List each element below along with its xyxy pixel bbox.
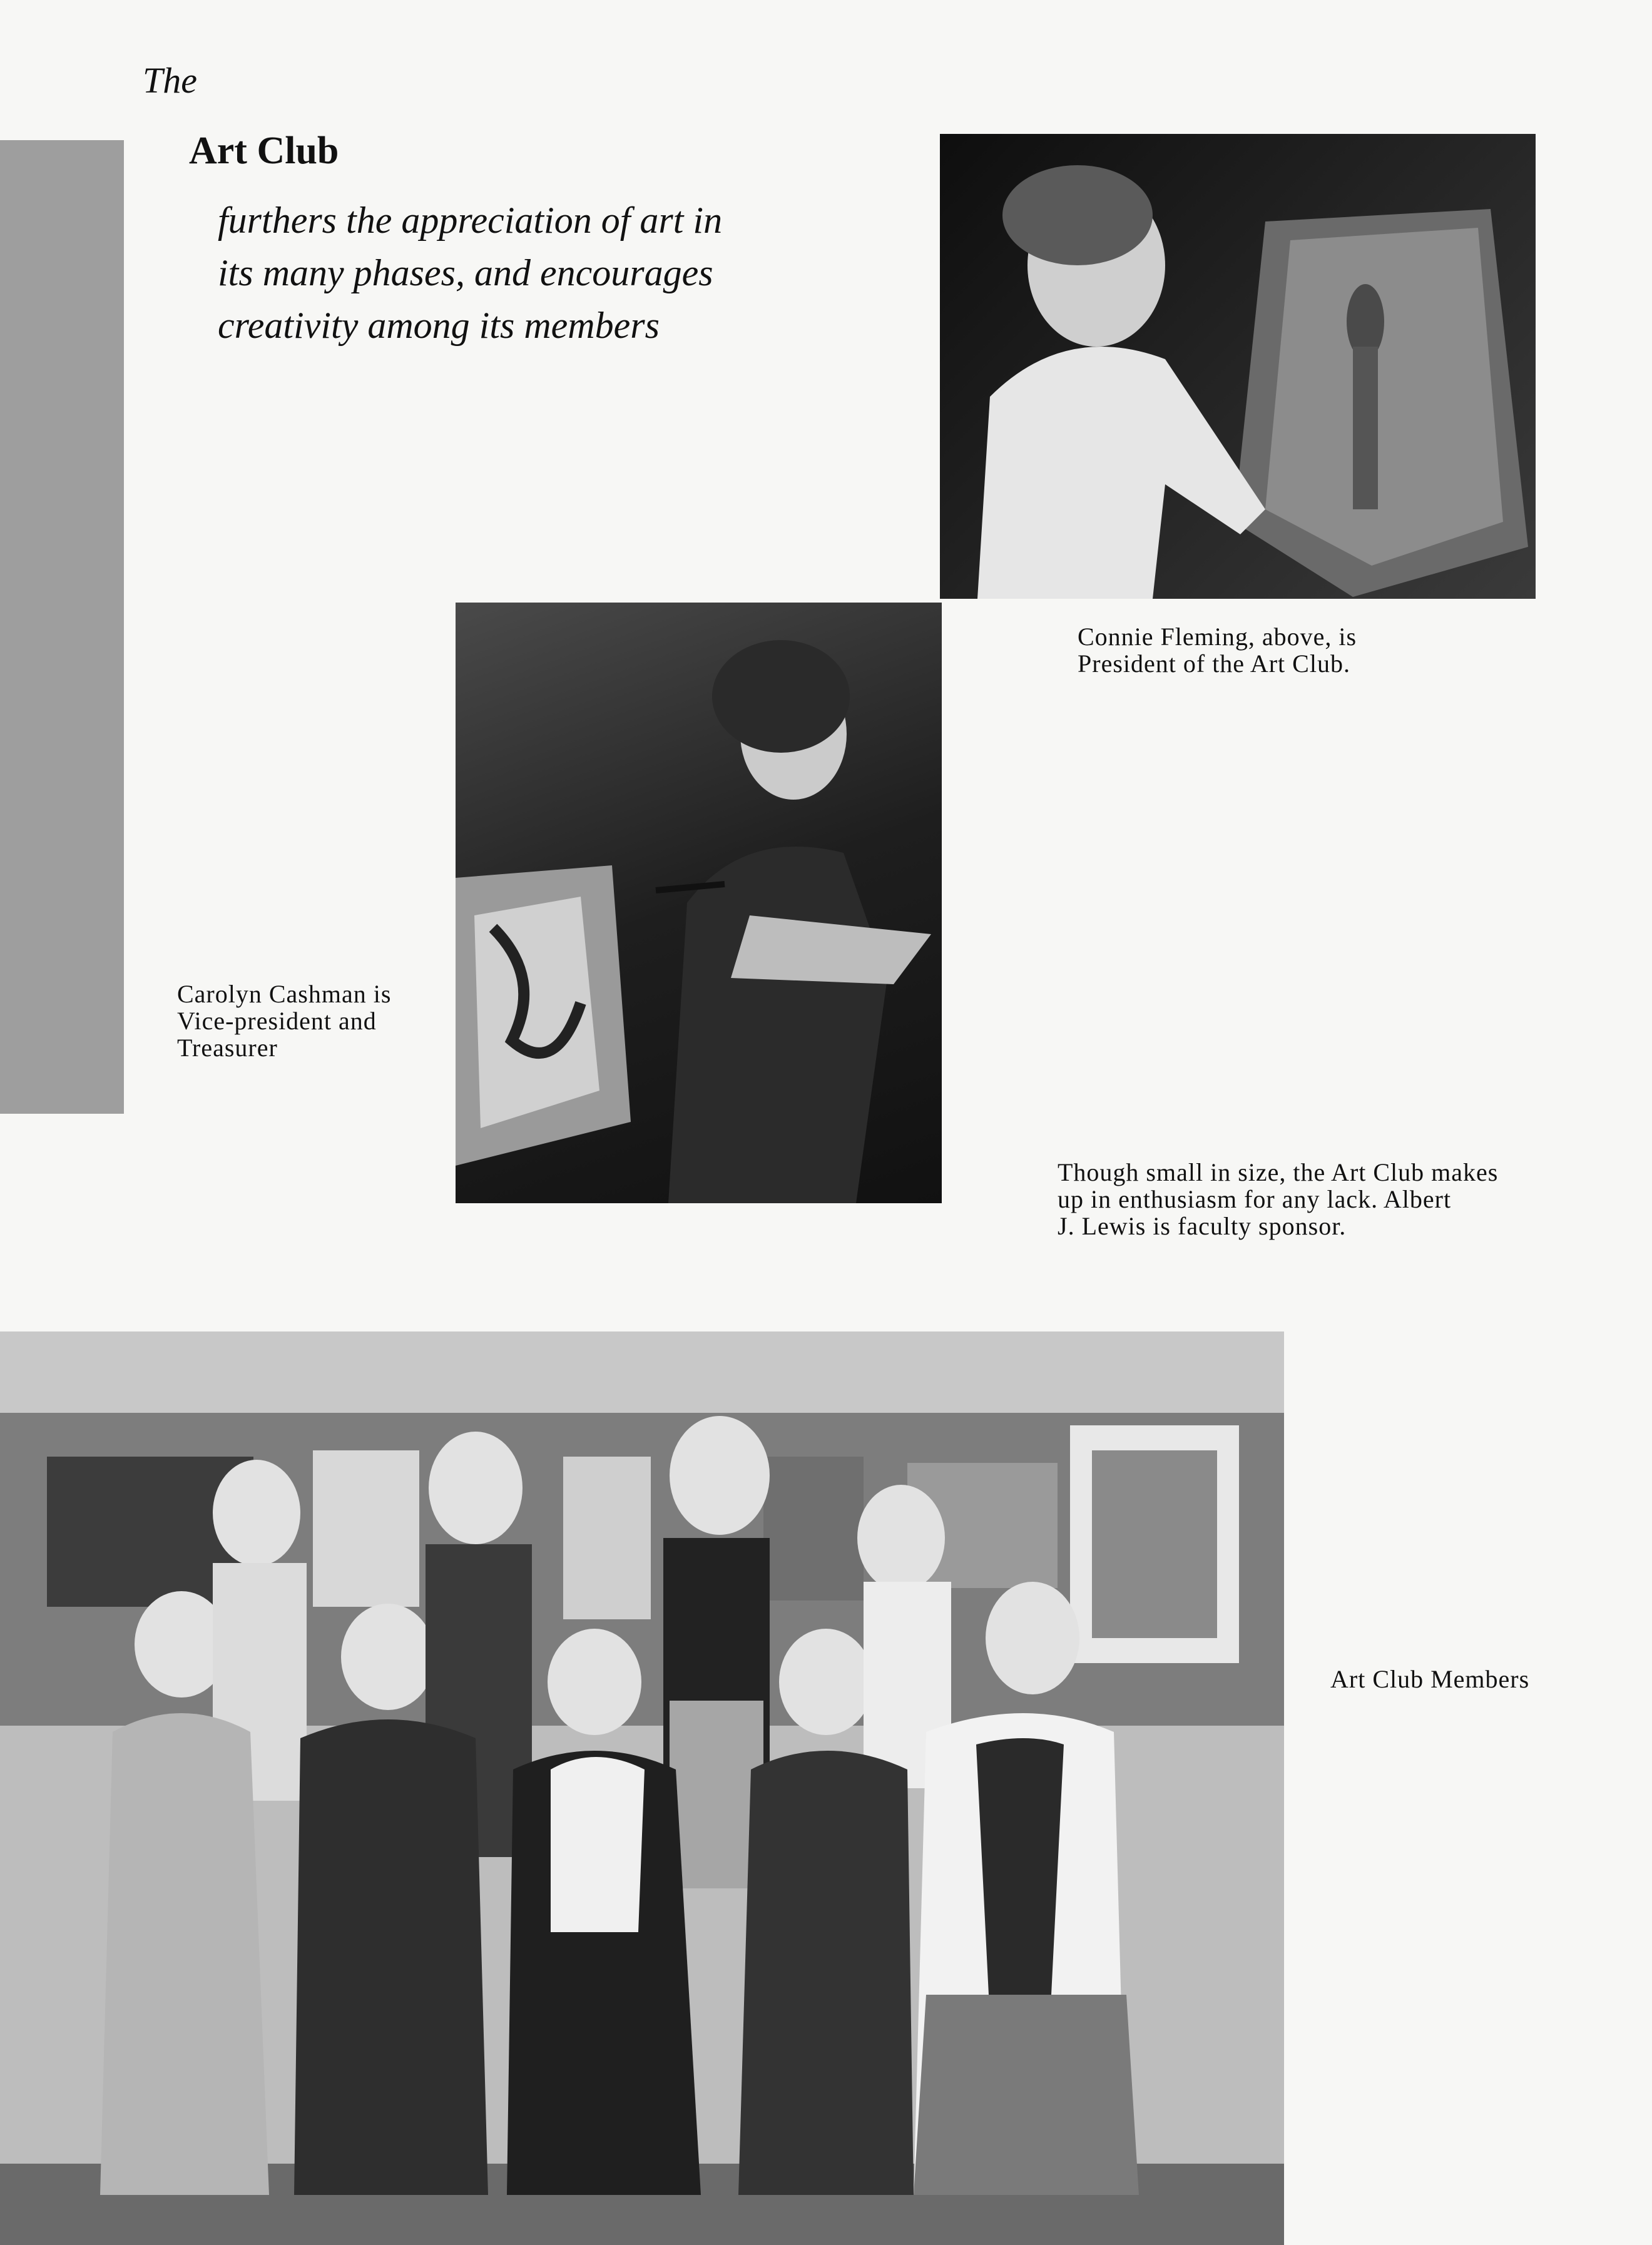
president-photo xyxy=(940,134,1536,599)
caption-line: Vice-president and xyxy=(177,1007,377,1035)
caption-line: up in enthusiasm for any lack. Albert xyxy=(1058,1185,1452,1213)
caption-line: Carolyn Cashman is xyxy=(177,980,392,1008)
sponsor-caption xyxy=(1058,1159,1558,1240)
caption-line: Connie Fleming, above, is xyxy=(1078,623,1357,651)
tagline-line: furthers the appreciation of art in xyxy=(218,200,723,241)
caption-line: Though small in size, the Art Club makes xyxy=(1058,1158,1499,1186)
tagline-line: creativity among its members xyxy=(218,305,660,346)
club-title: Art Club xyxy=(189,130,339,172)
president-caption xyxy=(1078,623,1516,677)
group-caption: Art Club Members xyxy=(1330,1665,1530,1693)
heading-the: The xyxy=(143,60,197,101)
members-group-photo xyxy=(0,1331,1284,2245)
vice-president-caption xyxy=(177,980,440,1061)
vice-president-photo xyxy=(456,603,942,1203)
caption-line: Treasurer xyxy=(177,1034,278,1062)
club-tagline xyxy=(218,194,844,352)
caption-line: J. Lewis is faculty sponsor. xyxy=(1058,1212,1347,1240)
gray-margin-bar xyxy=(0,140,124,1114)
tagline-line: its many phases, and encourages xyxy=(218,252,713,293)
caption-line: President of the Art Club. xyxy=(1078,649,1350,678)
